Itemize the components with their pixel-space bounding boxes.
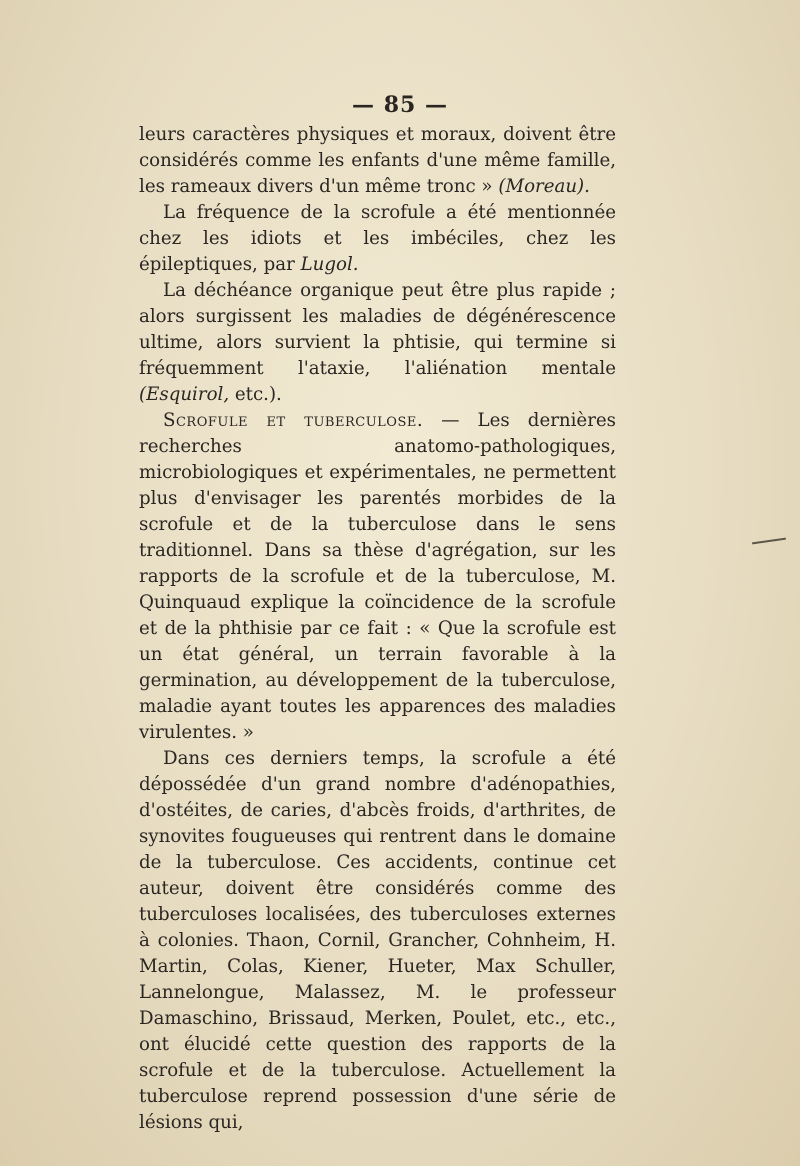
paragraph-3 [139,278,616,408]
paragraph-4-text: — Les dernières recherches anatomo-pathologiques, microbiologiques et expérimentales, ne permettent plus d'envisager les parentés morbides de la scrofule et de la tuberculose dans le sens traditionnel. Dans sa thèse d'agrégation, sur les rapports de la scrofule et de la tuberculose, M. Quinquaud explique la coïncidence de la scrofule et de la phthisie par ce fait : « Que la scrofule est un état général, un terrain favorable à la germination, au développement de la tuberculose, maladie ayant toutes les apparences des maladies virulentes. » [139,410,616,743]
margin-pencil-mark [752,538,786,545]
paragraph-5-text: Dans ces derniers temps, la scrofule a été dépossédée d'un grand nombre d'adénopathies, d'ostéites, de caries, d'abcès froids, d'arthrites, de synovites fougueuses qui rentrent dans le domaine de la tuberculose. Ces accidents, continue cet auteur, doivent être considérés comme des tuberculoses localisées, des tuberculoses externes à colonies. Thaon, Cornil, Grancher, Cohnheim, H. Martin, Colas, Kiener, Hueter, Max Schuller, Lannelongue, Malassez, M. le professeur Damaschino, Brissaud, Merken, Poulet, etc., etc., ont élucidé cette question des rapports de la scrofule et de la tuberculose. Actuellement la tuberculose reprend possession d'une série de lésions qui, [139,748,616,1133]
citation-esquirol: (Esquirol, [139,384,230,405]
section-heading: Scrofule et tuberculose. [163,410,424,431]
paragraph-3-text: La déchéance organique peut être plus rapide ; alors surgissent les maladies de dégénérescence ultime, alors survient la phtisie, qui termine si fréquemment l'ataxie, l'aliénation mentale [139,280,616,379]
paragraph-3-end: etc.). [234,384,282,405]
paragraph-4 [139,408,616,746]
citation-lugol: Lugol. [300,254,359,275]
paragraph-2 [139,200,616,278]
paragraph-1 [139,122,616,200]
paragraph-2-text: La fréquence de la scrofule a été mentionnée chez les idiots et les imbéciles, chez les épileptiques, par [139,202,616,275]
paragraph-1-text: leurs caractères physiques et moraux, doivent être considérés comme les enfants d'une même famille, les rameaux divers d'un même tronc » [139,124,616,197]
page-number: — 85 — [352,92,448,118]
body-text [139,122,616,1136]
paragraph-5 [139,746,616,1136]
citation-moreau: (Moreau). [498,176,590,197]
